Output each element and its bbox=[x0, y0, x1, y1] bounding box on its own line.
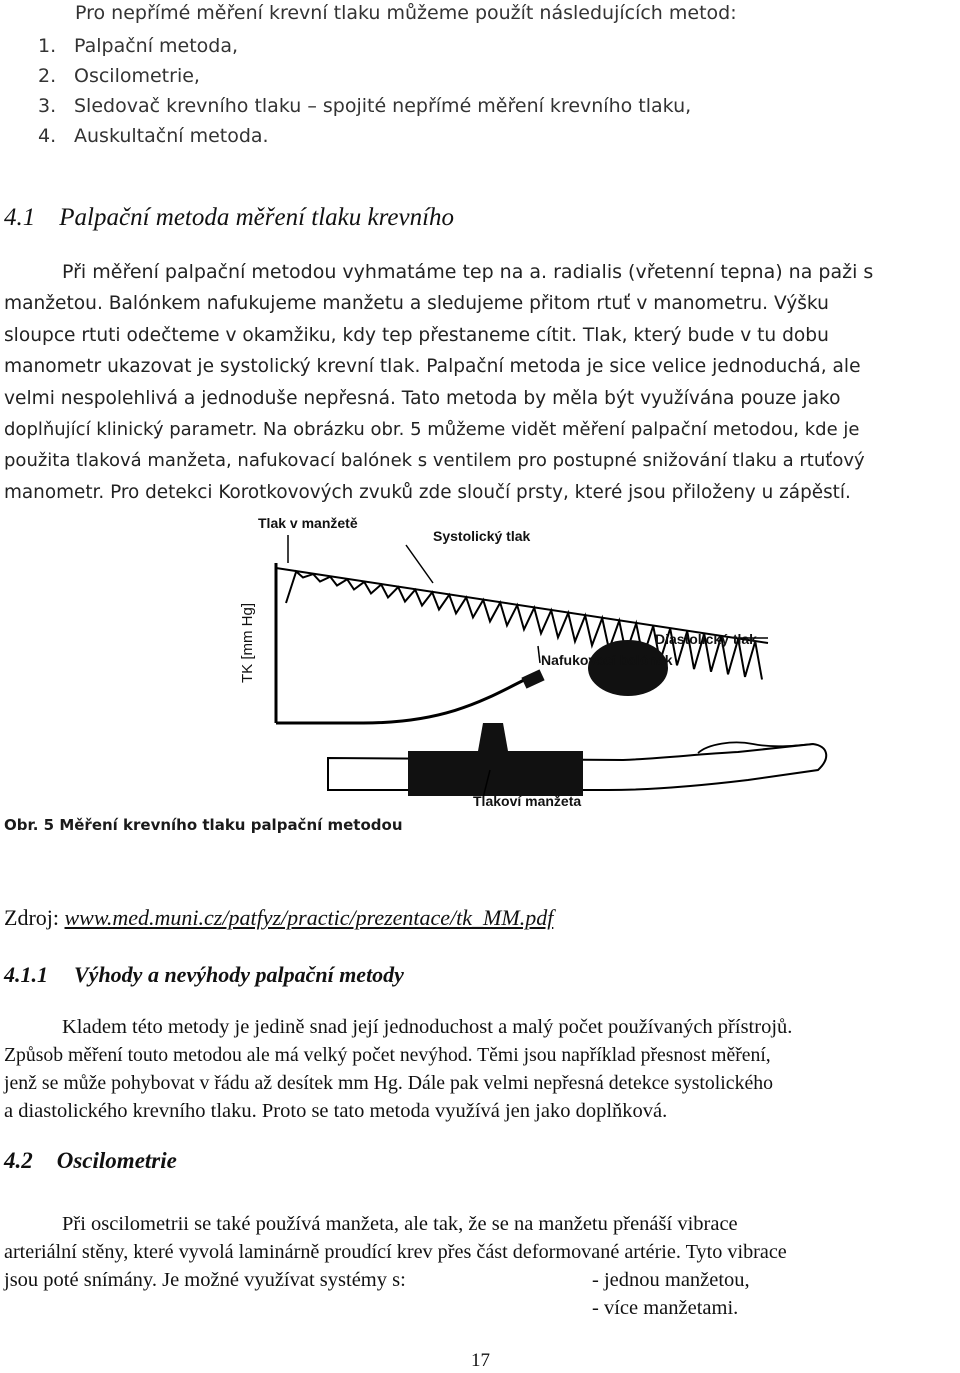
label-diastolic: Diastolický tlak bbox=[655, 631, 757, 647]
section-4-2-paragraph: Při oscilometrii se také používá manžeta, ale tak, že se na manžetu přenáší vibrace arteriální stěny, které vyvolá laminárně proudící krev přes část deformované artérie. Tyto vibrace jsou poté snímány. Je možné využívat systémy s: bbox=[4, 1213, 787, 1291]
tube bbox=[363, 678, 528, 723]
cuff-tube-connector bbox=[478, 723, 508, 751]
label-bulb: Nafukovací balónek bbox=[541, 652, 673, 668]
section-4-1-1-paragraph: Kladem této metody je jedině snad její jednoduchost a malý počet používaných přístrojů. Způsob měření touto metodou ale má velký počet nevýhod. Těmi jsou například přesnost měření, jenž se může pohybovat v řádu až desítek mm Hg. Dále pak velmi nepřesná detekce systolického a diastolického krevního tlaku. Proto se tato metoda využívá jen jako doplňková. bbox=[4, 1016, 793, 1122]
palpation-illustration bbox=[228, 508, 838, 813]
page-number: 17 bbox=[471, 1350, 490, 1371]
label-cuff: Tlakoví manžeta bbox=[473, 793, 582, 809]
systolic-leader bbox=[406, 545, 433, 583]
system-options bbox=[592, 1266, 750, 1322]
yaxis-label: TK [mm Hg] bbox=[239, 602, 256, 683]
bulb-valve bbox=[521, 669, 544, 688]
source-line: Zdroj: www.med.muni.cz/patfyz/practic/prezentace/tk_MM.pdf bbox=[4, 905, 554, 930]
intro-sentence: Pro nepřímé měření krevní tlaku můžeme použít následujících metod: bbox=[75, 2, 737, 24]
list-item: - více manžetami. bbox=[592, 1297, 739, 1319]
list-item: 1. Palpační metoda, bbox=[38, 35, 239, 57]
label-cuff-pressure: Tlak v manžetě bbox=[258, 515, 358, 531]
pressure-cuff bbox=[408, 751, 583, 796]
section-heading-4-1-1: 4.1.1 Výhody a nevýhody palpační metody bbox=[4, 962, 404, 987]
section-heading-4-2: 4.2 Oscilometrie bbox=[4, 1148, 177, 1173]
inflation-bulb bbox=[588, 640, 668, 696]
section-4-1-paragraph: Při měření palpační metodou vyhmatáme tep na a. radialis (vřetenní tepna) na paži s manžetou. Balónkem nafukujeme manžetu a sledujeme přitom rtuť v manometru. Výšku sloupce rtuti odečteme v okamžiku, kdy tep přestaneme cítit. Tlak, který bude v tu dobu manometr ukazovat je systolický krevní tlak. Palpační metoda je sice velice jednoduchá, ale velmi nespolehlivá a jednoduše nepřesná. Tato metoda by měla být využívána pouze jako doplňující klinický parametr. Na obrázku obr. 5 můžeme vidět měření palpační metodou, kde je použita tlaková manžeta, nafukovací balónek s ventilem pro postupné snižování tlaku a rtuťový manometr. Pro detekci Korotkovových zvuků zde sloučí prsty, které jsou přiloženy u zápěstí. bbox=[4, 261, 874, 503]
label-systolic: Systolický tlak bbox=[433, 528, 531, 544]
figure-caption: Obr. 5 Měření krevního tlaku palpační metodou bbox=[4, 816, 403, 834]
list-item: 4. Auskultační metoda. bbox=[38, 125, 269, 147]
figure-palpation bbox=[228, 508, 838, 813]
list-item: - jednou manžetou, bbox=[592, 1269, 750, 1291]
source-link[interactable]: www.med.muni.cz/patfyz/practic/prezentace/tk_MM.pdf bbox=[64, 905, 554, 930]
section-heading-4-1: 4.1 Palpační metoda měření tlaku krevního bbox=[4, 204, 455, 231]
list-item: 3. Sledovač krevního tlaku – spojité nepřímé měření krevního tlaku, bbox=[38, 95, 692, 117]
list-item: 2. Oscilometrie, bbox=[38, 65, 200, 87]
pulse-waveform bbox=[286, 572, 762, 680]
methods-list bbox=[38, 31, 691, 151]
bulb-leader bbox=[538, 646, 540, 663]
